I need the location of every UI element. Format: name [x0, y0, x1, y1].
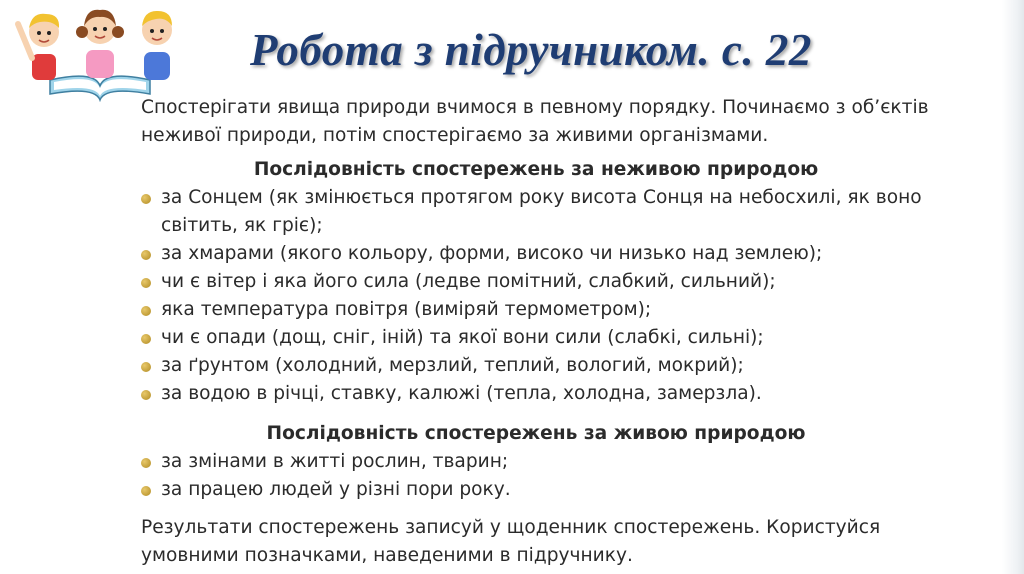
list-item [141, 296, 931, 324]
list-item-text: за ґрунтом (холодний, мерзлий, теплий, вологий, мокрий); [161, 355, 744, 376]
conclusion-paragraph: Результати спостережень записуй у щоденник спостережень. Користуйся умовними позначками, наведеними в підручнику. [141, 517, 881, 566]
textbook-excerpt [141, 94, 931, 570]
slide-edge-shadow [1002, 0, 1024, 574]
list-item [141, 476, 931, 504]
list-item [141, 184, 931, 240]
list-item-text: за хмарами (якого кольору, форми, високо чи низько над землею); [161, 243, 823, 264]
list-item-text: яка температура повітря (виміряй термометром); [161, 299, 652, 320]
heading-living-nature: Послідовність спостережень за живою природою [266, 423, 806, 444]
heading-nonliving-nature: Послідовність спостережень за неживою природою [253, 159, 819, 180]
intro-paragraph: Спостерігати явища природи вчимося в певному порядку. Починаємо з об’єктів неживої природи, потім спостерігаємо за живими організмами. [141, 97, 929, 146]
bullet-icon [141, 278, 151, 288]
list-item [141, 448, 931, 476]
bullet-icon [141, 306, 151, 316]
bullet-icon [141, 486, 151, 496]
bullet-icon [141, 458, 151, 468]
bullet-icon [141, 362, 151, 372]
list-nonliving-nature [141, 184, 931, 408]
list-item [141, 240, 931, 268]
list-item-text: за Сонцем (як змінюється протягом року висота Сонця на небосхилі, як воно світить, як гріє); [161, 187, 922, 236]
list-item [141, 352, 931, 380]
list-item [141, 268, 931, 296]
bullet-icon [141, 334, 151, 344]
list-item-text: чи є опади (дощ, сніг, іній) та якої вони сили (слабкі, сильні); [161, 327, 764, 348]
list-item-text: за водою в річці, ставку, калюжі (тепла, холодна, замерзла). [161, 383, 762, 404]
list-item [141, 380, 931, 408]
bullet-icon [141, 194, 151, 204]
list-item-text: за змінами в житті рослин, тварин; [161, 451, 509, 472]
list-item-text: чи є вітер і яка його сила (ледве помітний, слабкий, сильний); [161, 271, 776, 292]
list-item-text: за працею людей у різні пори року. [161, 479, 511, 500]
bullet-icon [141, 250, 151, 260]
list-living-nature [141, 448, 931, 504]
children-reading-book-illustration [10, 2, 190, 102]
list-item [141, 324, 931, 352]
bullet-icon [141, 390, 151, 400]
slide-title: Робота з підручником. с. 22 [250, 25, 812, 75]
